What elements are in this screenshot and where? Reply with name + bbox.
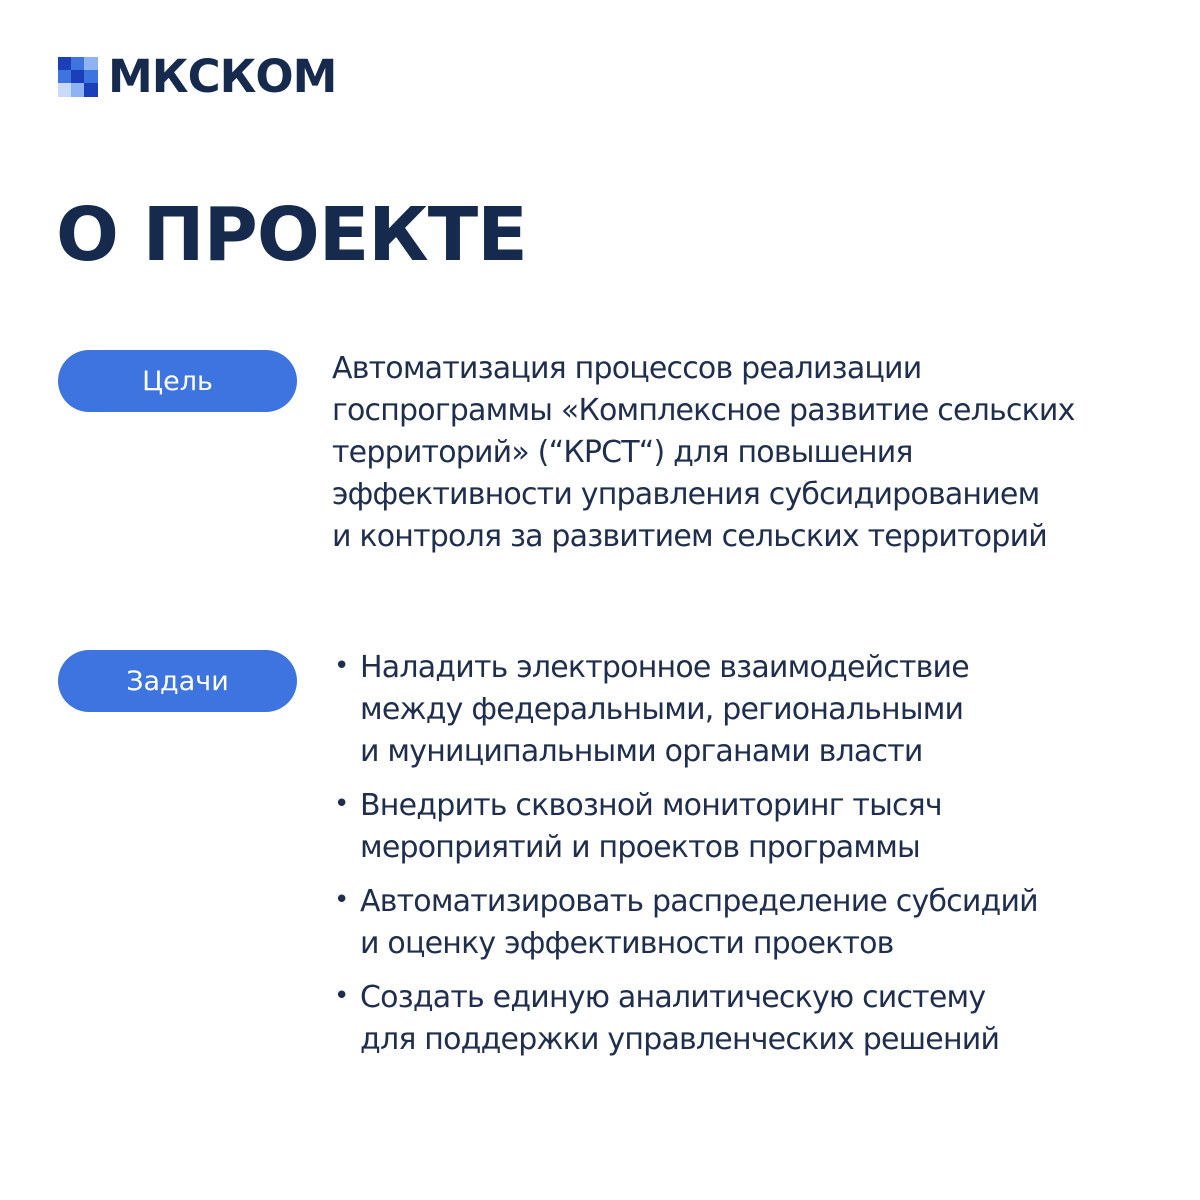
task-text: Наладить электронное взаимодействие между федеральными, региональными и муниципальными органами власти bbox=[360, 650, 969, 769]
task-text: Создать единую аналитическую систему для поддержки управленческих решений bbox=[360, 980, 1000, 1057]
bullet-icon: • bbox=[334, 651, 349, 681]
bullet-icon: • bbox=[334, 981, 349, 1011]
bullet-icon: • bbox=[334, 789, 349, 819]
goal-description: Автоматизация процессов реализации госпрограммы «Комплексное развитие сельских территорий» (“КРСТ“) для повышения эффективности управления субсидированием и контроля за развитием сельских территорий bbox=[332, 351, 1075, 554]
tasks-list bbox=[332, 647, 1172, 1073]
list-item bbox=[332, 785, 1172, 869]
logo-wordmark: МКСКОМ bbox=[108, 50, 337, 103]
goal-label-badge: Цель bbox=[58, 350, 297, 412]
tasks-label-badge: Задачи bbox=[58, 650, 297, 712]
task-text: Автоматизировать распределение субсидий и оценку эффективности проектов bbox=[360, 884, 1038, 961]
pixel-square-logo-icon bbox=[58, 57, 98, 97]
list-item bbox=[332, 977, 1172, 1061]
page-title: О ПРОЕКТЕ bbox=[56, 192, 527, 278]
list-item bbox=[332, 881, 1172, 965]
bullet-icon: • bbox=[334, 885, 349, 915]
task-text: Внедрить сквозной мониторинг тысяч мероприятий и проектов программы bbox=[360, 788, 942, 865]
list-item bbox=[332, 647, 1172, 773]
company-logo bbox=[58, 50, 337, 103]
